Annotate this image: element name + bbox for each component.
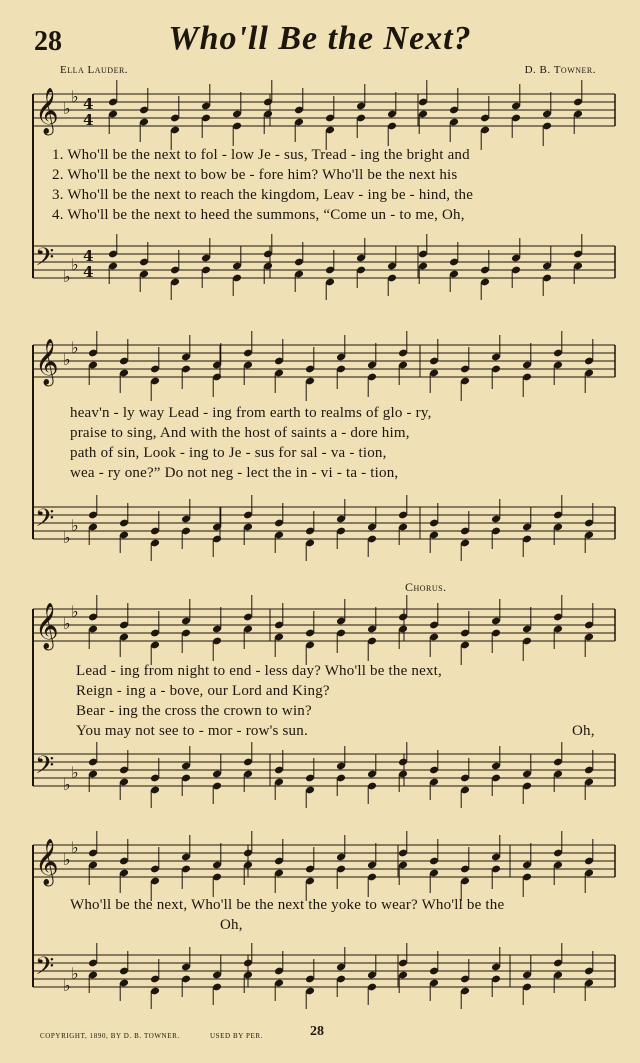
flat-icon: ♭ xyxy=(63,976,71,995)
lyric-extra: Oh, xyxy=(220,917,243,933)
hymn-title: Who'll Be the Next? xyxy=(168,20,472,57)
time-signature-bottom: 4 xyxy=(83,111,94,129)
composer-credit: D. B. Towner. xyxy=(524,64,596,76)
copyright-notice: COPYRIGHT, 1890, BY D. B. TOWNER. xyxy=(40,1032,180,1040)
lyric-line: path of sin, Look - ing to Je - sus for sal - va - tion, xyxy=(70,445,387,461)
bass-clef-icon: 𝄢 xyxy=(35,751,55,786)
treble-clef-icon: 𝄞 xyxy=(35,839,59,885)
lyric-line: Lead - ing from night to end - less day? Who'll be the next, xyxy=(76,663,443,679)
lyric-extra: Oh, xyxy=(572,723,595,739)
flat-icon: ♭ xyxy=(71,602,79,621)
treble-clef-icon: 𝄞 xyxy=(35,603,59,649)
bass-clef-icon: 𝄢 xyxy=(35,504,55,539)
flat-icon: ♭ xyxy=(71,516,79,535)
flat-icon: ♭ xyxy=(71,87,79,106)
lyric-line: heav'n - ly way Lead - ing from earth to realms of glo - ry, xyxy=(70,405,432,421)
flat-icon: ♭ xyxy=(71,838,79,857)
lyric-line: 4. Who'll be the next to heed the summons, “Come un - to me, Oh, xyxy=(52,207,465,223)
lyric-line: Bear - ing the cross the crown to win? xyxy=(76,703,312,719)
lyric-line: 2. Who'll be the next to bow be - fore him? Who'll be the next his xyxy=(52,167,458,183)
chorus-label: Chorus. xyxy=(405,580,447,594)
hymn-number: 28 xyxy=(34,26,62,57)
flat-icon: ♭ xyxy=(63,350,71,369)
lyricist-credit: Ella Lauder. xyxy=(60,64,129,76)
flat-icon: ♭ xyxy=(63,775,71,794)
lyric-line: Who'll be the next, Who'll be the next the yoke to wear? Who'll be the xyxy=(70,897,505,913)
flat-icon: ♭ xyxy=(71,338,79,357)
flat-icon: ♭ xyxy=(63,614,71,633)
flat-icon: ♭ xyxy=(63,267,71,286)
treble-clef-icon: 𝄞 xyxy=(35,88,59,134)
time-signature-bottom: 4 xyxy=(83,263,94,281)
flat-icon: ♭ xyxy=(63,850,71,869)
flat-icon: ♭ xyxy=(71,255,79,274)
lyric-line: wea - ry one?” Do not neg - lect the in - vi - ta - tion, xyxy=(70,465,399,481)
lyric-line: 3. Who'll be the next to reach the kingdom, Leav - ing be - hind, the xyxy=(52,187,474,203)
flat-icon: ♭ xyxy=(63,528,71,547)
bass-clef-icon: 𝄢 xyxy=(35,952,55,987)
flat-icon: ♭ xyxy=(63,99,71,118)
permission-notice: USED BY PER. xyxy=(210,1032,264,1040)
treble-clef-icon: 𝄞 xyxy=(35,339,59,385)
bass-clef-icon: 𝄢 xyxy=(35,243,55,278)
lyric-line: 1. Who'll be the next to fol - low Je - sus, Tread - ing the bright and xyxy=(52,147,470,163)
flat-icon: ♭ xyxy=(71,763,79,782)
lyric-line: You may not see to - mor - row's sun. xyxy=(76,723,308,739)
lyric-line: praise to sing, And with the host of saints a - dore him, xyxy=(70,425,410,441)
time-signature-top: 4 xyxy=(83,95,94,113)
lyric-line: Reign - ing a - bove, our Lord and King? xyxy=(76,683,330,699)
time-signature-top: 4 xyxy=(83,247,94,265)
flat-icon: ♭ xyxy=(71,964,79,983)
page-number: 28 xyxy=(310,1024,324,1039)
